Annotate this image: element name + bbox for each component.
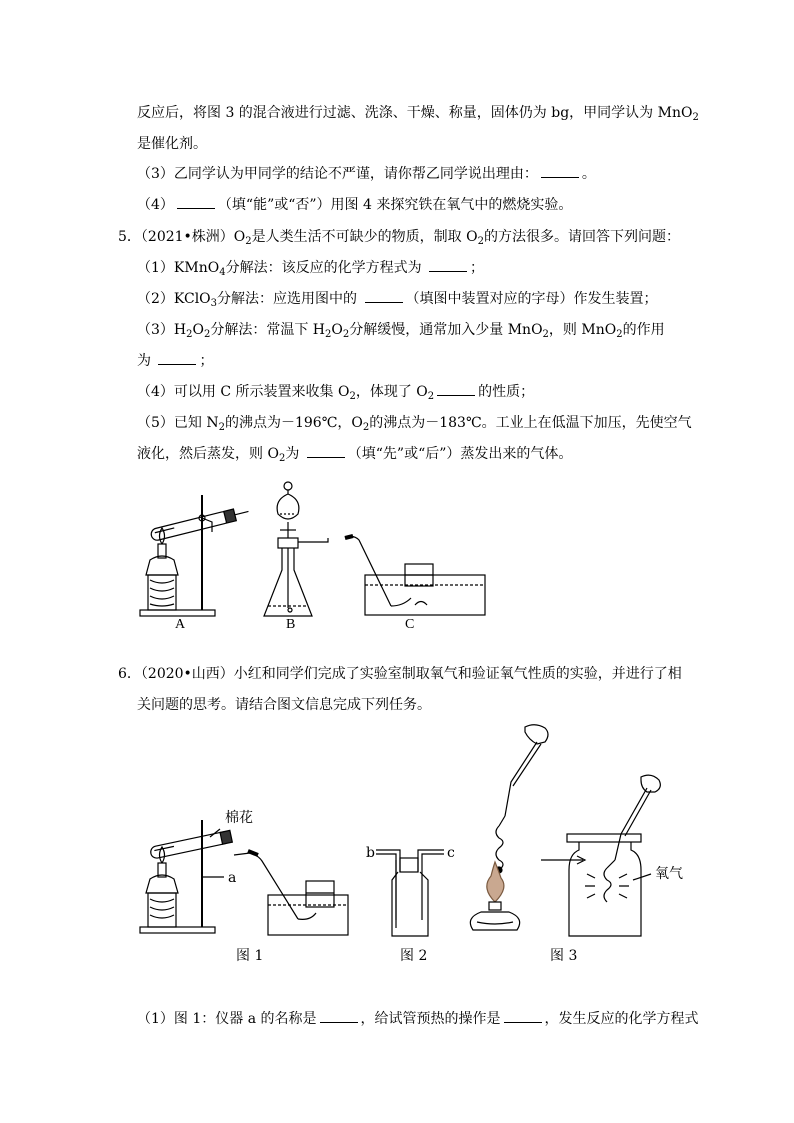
q6-part1-text: ，给试管预热的操作是 xyxy=(360,1011,501,1027)
q5-part5-text: （5）已知 N xyxy=(137,415,219,431)
answer-blank[interactable] xyxy=(429,257,467,272)
q5-part1 xyxy=(137,257,484,279)
q5-part3-text: O xyxy=(192,322,204,338)
punctuation: ； xyxy=(470,260,485,276)
subscript: 3 xyxy=(210,298,218,309)
q5-intro xyxy=(118,226,680,248)
q5-apparatus-figure xyxy=(140,480,490,630)
q4-line2-text: 是催化剂。 xyxy=(137,136,207,152)
q5-part5-text: 的沸点为－196℃，O xyxy=(224,415,363,431)
q5-intro-text: 5．（2021•株洲）O xyxy=(118,229,246,245)
q6-figure3 xyxy=(455,722,675,942)
q6-figure1 xyxy=(140,815,352,940)
q5-part2-text: 分解法：应选用图中的 xyxy=(217,291,362,307)
q5-part2 xyxy=(137,288,658,310)
figure-label-b: B xyxy=(286,617,296,632)
answer-blank[interactable] xyxy=(307,443,345,458)
subscript: 2 xyxy=(218,422,225,433)
q6-intro-line1 xyxy=(118,663,682,685)
q5-intro-text: 是人类生活不可缺少的物质，制取 O xyxy=(251,229,478,245)
q4-part4 xyxy=(137,194,572,216)
q5-part2-text: （填图中装置对应的字母）作发生装置； xyxy=(405,291,658,307)
q6-part1-text: ，发生反应的化学方程式 xyxy=(544,1011,699,1027)
q5-part5-text: 液化，然后蒸发，则 O xyxy=(137,446,279,462)
subscript: 2 xyxy=(616,329,623,340)
q5-part3 xyxy=(137,319,665,341)
q4-part3 xyxy=(137,163,596,185)
label-port-c: c xyxy=(447,845,455,861)
subscript: 4 xyxy=(219,267,226,278)
punctuation: ； xyxy=(199,353,214,369)
q5-part1-text: （1）KMnO xyxy=(137,260,220,276)
fig2-caption: 图 2 xyxy=(400,948,428,964)
q4-part4-text: （填“能”或“否”）用图 4 来探究铁在氧气中的燃烧实验。 xyxy=(217,197,573,213)
fig3-caption: 图 3 xyxy=(550,948,578,964)
q4-part3-text: （3）乙同学认为甲同学的结论不严谨，请你帮乙同学说出理由： xyxy=(137,166,538,182)
figure-label-a: A xyxy=(175,617,186,632)
subscript: 2 xyxy=(692,112,699,123)
label-port-b: b xyxy=(366,845,375,861)
q5-part2-text: （2）KClO xyxy=(137,291,211,307)
answer-blank[interactable] xyxy=(177,194,215,209)
q5-part5-cont xyxy=(137,443,572,465)
q5-part3-text: 分解缓慢，通常加入少量 MnO xyxy=(349,322,543,338)
subscript: 2 xyxy=(325,329,332,340)
q5-part5-text: 为 xyxy=(285,446,304,462)
subscript: 2 xyxy=(477,236,484,247)
subscript: 2 xyxy=(349,391,356,402)
punctuation: 。 xyxy=(581,166,596,182)
subscript: 2 xyxy=(278,453,286,464)
q4-line2 xyxy=(137,133,207,155)
stand-base xyxy=(140,610,215,616)
answer-blank[interactable] xyxy=(365,288,403,303)
q5-part4-text: ，体现了 O xyxy=(355,384,428,400)
q6-figure2 xyxy=(370,840,450,940)
part-number: （4） xyxy=(137,197,174,213)
subscript: 2 xyxy=(427,391,435,402)
q5-part3-cont xyxy=(137,350,213,372)
q5-part4-text: 的性质； xyxy=(478,384,535,400)
q5-part5 xyxy=(137,412,692,434)
q6-intro-text: 关问题的思考。请结合图文信息完成下列任务。 xyxy=(137,697,431,713)
answer-blank[interactable] xyxy=(158,350,196,365)
subscript: 2 xyxy=(203,329,211,340)
q6-intro-text: 6．（2020•山西）小红和同学们完成了实验室制取氧气和验证氧气性质的实验，并进行了相 xyxy=(118,666,682,682)
label-instrument-a: a xyxy=(228,870,237,886)
answer-blank[interactable] xyxy=(437,381,475,396)
q5-part3-text: 分解法：常温下 H xyxy=(210,322,326,338)
q5-part3-text: 的作用 xyxy=(622,322,665,338)
subscript: 2 xyxy=(362,422,370,433)
answer-blank[interactable] xyxy=(541,163,579,178)
q5-part4 xyxy=(137,381,534,403)
q5-part3-text: O xyxy=(331,322,343,338)
figure-label-c: C xyxy=(405,617,415,632)
q5-intro-text: 的方法很多。请回答下列问题： xyxy=(483,229,680,245)
q5-part3-text: ，则 MnO xyxy=(548,322,617,338)
subscript: 2 xyxy=(342,329,350,340)
subscript: 2 xyxy=(542,329,549,340)
answer-blank[interactable] xyxy=(504,1008,542,1023)
fig1-caption: 图 1 xyxy=(236,948,264,964)
label-oxygen: 氧气 xyxy=(655,866,683,882)
q5-part1-text: 分解法：该反应的化学方程式为 xyxy=(225,260,427,276)
subscript: 2 xyxy=(245,236,252,247)
q5-part3-text: （3）H xyxy=(137,322,187,338)
q5-part4-text: （4）可以用 C 所示装置来收集 O xyxy=(137,384,350,400)
q5-part5-text: （填“先”或“后”）蒸发出来的气体。 xyxy=(347,446,573,462)
q6-part1-text: （1）图 1：仪器 a 的名称是 xyxy=(137,1011,317,1027)
q4-line1 xyxy=(137,102,699,124)
q5-part5-text: 的沸点为－183℃。工业上在低温下加压，先使空气 xyxy=(369,415,692,431)
answer-blank[interactable] xyxy=(320,1008,358,1023)
q6-intro-line2 xyxy=(137,694,431,716)
label-cotton: 棉花 xyxy=(225,810,253,826)
q5-part3-text: 为 xyxy=(137,353,156,369)
q4-line1-text: 反应后，将图 3 的混合液进行过滤、洗涤、干燥、称量，固体仍为 bg，甲同学认为 MnO xyxy=(137,105,693,121)
q6-part1 xyxy=(137,1008,699,1030)
subscript: 2 xyxy=(186,329,193,340)
